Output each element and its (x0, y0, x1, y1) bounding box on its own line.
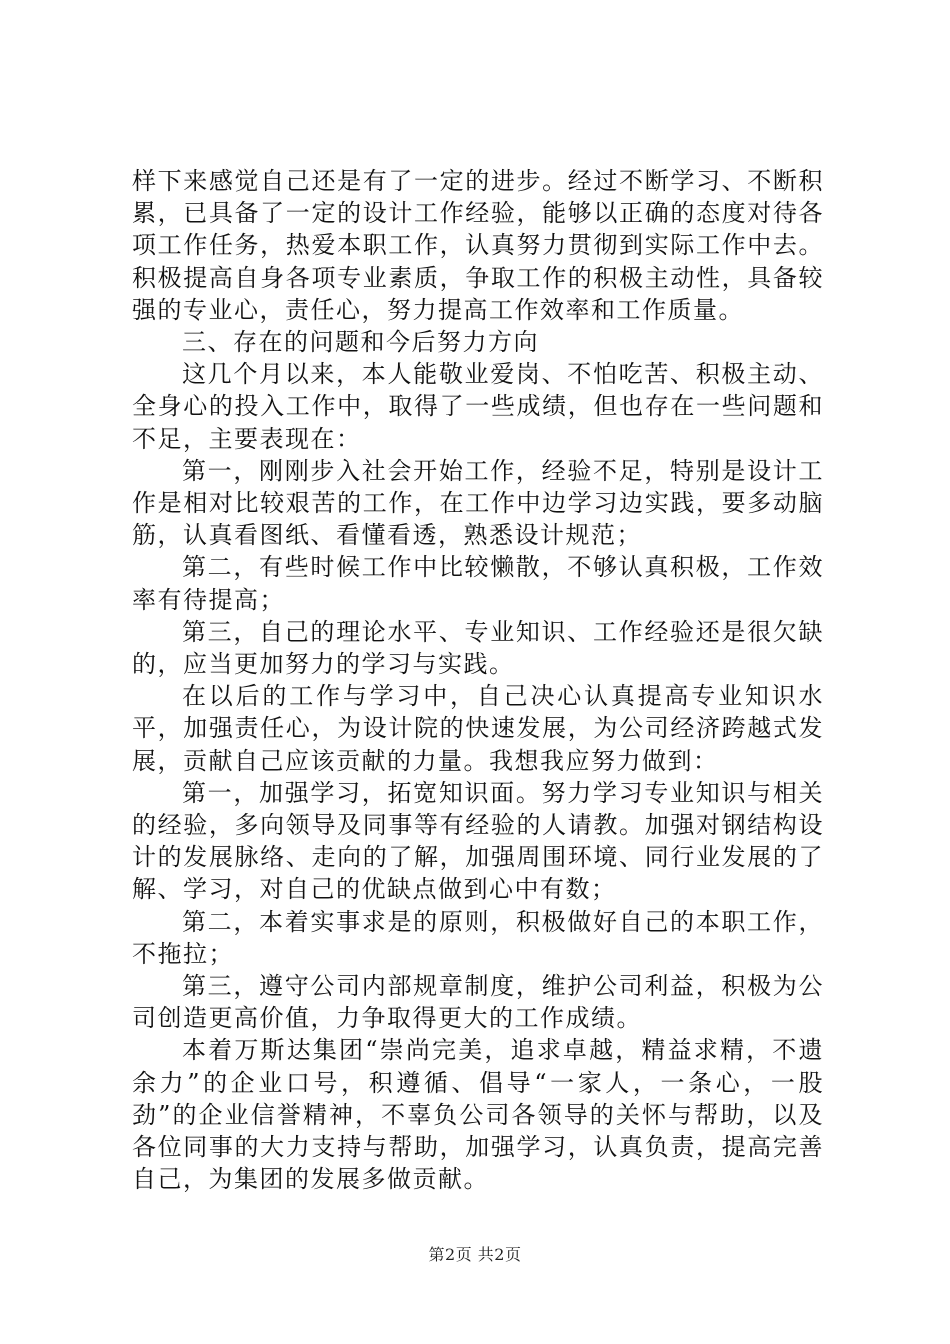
paragraph: 本着万斯达集团“崇尚完美，追求卓越，精益求精，不遗余力”的企业口号，积遵循、倡导“一家人，一条心，一股劲”的企业信誉精神，不辜负公司各领导的关怀与帮助，以及各位同事的大力支持与帮助，加强学习，认真负责，提高完善自己，为集团的发展多做贡献。 (132, 1036, 824, 1194)
paragraph: 第一，加强学习，拓宽知识面。努力学习专业知识与相关的经验，多向领导及同事等有经验的人请教。加强对钢结构设计的发展脉络、走向的了解，加强周围环境、同行业发展的了解、学习，对自己的优缺点做到心中有数； (132, 778, 824, 904)
document-body (132, 165, 824, 1196)
section-heading: 三、存在的问题和今后努力方向 (182, 328, 539, 357)
page-number-footer: 第2页 共2页 (428, 1245, 522, 1264)
paragraph: 第三，自己的理论水平、专业知识、工作经验还是很欠缺的，应当更加努力的学习与实践。 (132, 617, 824, 679)
paragraph: 第一，刚刚步入社会开始工作，经验不足，特别是设计工作是相对比较艰苦的工作，在工作中边学习边实践，要多动脑筋，认真看图纸、看懂看透，熟悉设计规范； (132, 456, 824, 550)
paragraph: 这几个月以来，本人能敬业爱岗、不怕吃苦、积极主动、全身心的投入工作中，取得了一些成绩，但也存在一些问题和不足，主要表现在： (132, 360, 824, 453)
paragraph: 第三，遵守公司内部规章制度，维护公司利益，积极为公司创造更高价值，力争取得更大的工作成绩。 (132, 972, 824, 1033)
paragraph-continuation: 样下来感觉自己还是有了一定的进步。经过不断学习、不断积累，已具备了一定的设计工作经验，能够以正确的态度对待各项工作任务，热爱本职工作，认真努力贯彻到实际工作中去。积极提高自身各项专业素质，争取工作的积极主动性，具备较强的专业心，责任心，努力提高工作效率和工作质量。 (132, 167, 824, 324)
paragraph: 在以后的工作与学习中，自己决心认真提高专业知识水平，加强责任心，为设计院的快速发展，为公司经济跨越式发展，贡献自己应该贡献的力量。我想我应努力做到： (132, 682, 824, 775)
paragraph: 第二，本着实事求是的原则，积极做好自己的本职工作，不拖拉； (132, 907, 824, 968)
paragraph: 第二，有些时候工作中比较懒散，不够认真积极，工作效率有待提高； (132, 553, 824, 614)
